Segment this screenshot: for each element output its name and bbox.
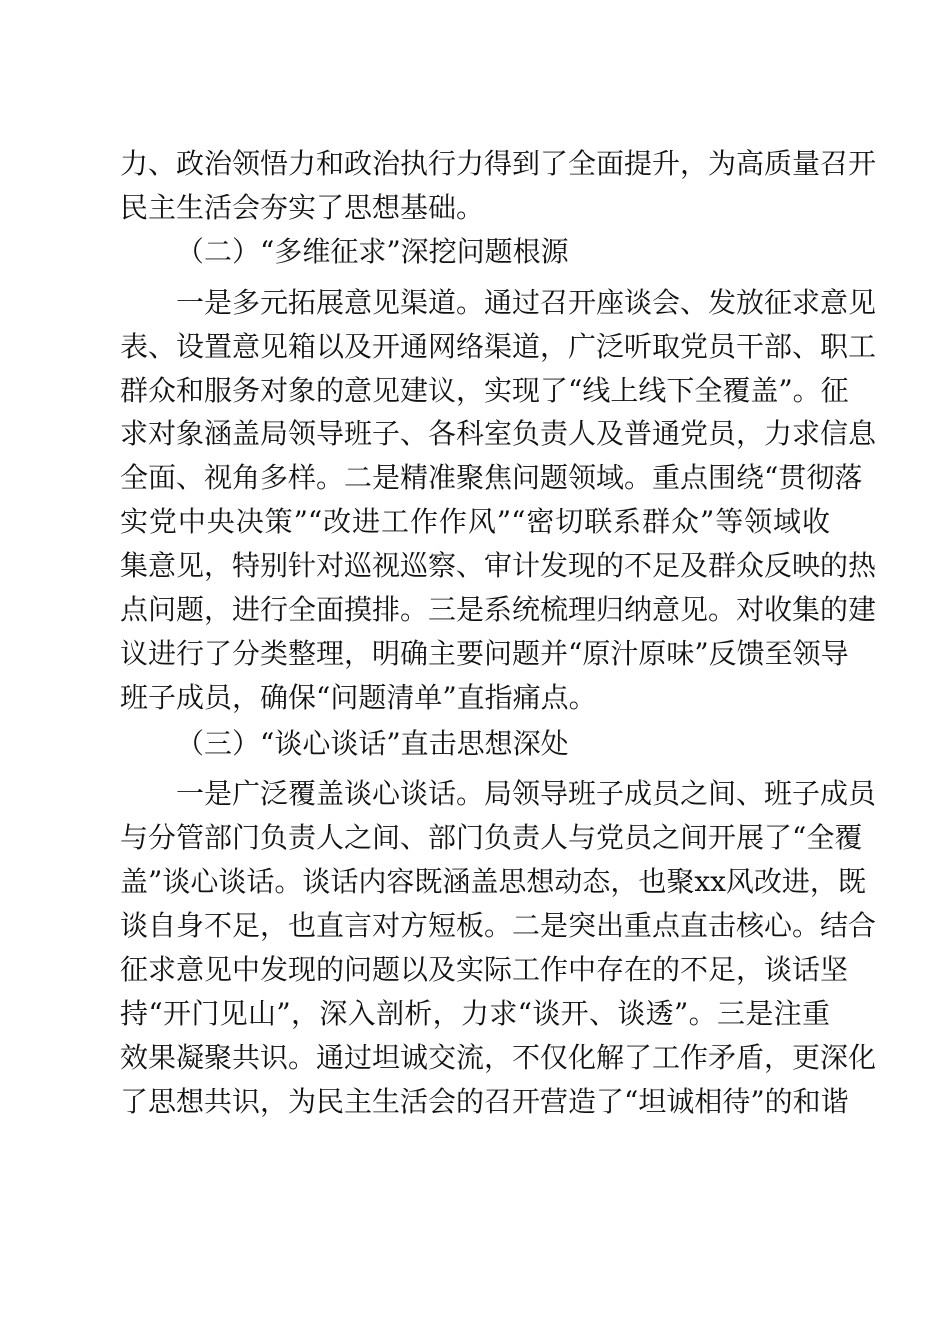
body-line: 谈自身不足，也直言对方短板。二是突出重点直击核心。结合: [120, 909, 877, 942]
body-line: 效果凝聚共识。通过坦诚交流，不仅化解了工作矛盾，更深化: [120, 1041, 877, 1074]
body-line: 群众和服务对象的意见建议，实现了“线上线下全覆盖”。征: [120, 374, 849, 407]
body-line: 集意见，特别针对巡视巡察、审计发现的不足及群众反映的热: [120, 549, 877, 582]
body-line: 力、政治领悟力和政治执行力得到了全面提升，为高质量召开: [120, 147, 877, 180]
body-line: 持“开门见山”，深入剖析，力求“谈开、谈透”。三是注重: [120, 997, 830, 1030]
section-heading-3: （三）“谈心谈话”直击思想深处: [176, 727, 569, 760]
body-line: 点问题，进行全面摸排。三是系统梳理归纳意见。对收集的建: [120, 593, 877, 626]
body-line: 与分管部门负责人之间、部门负责人与党员之间开展了“全覆: [120, 821, 863, 854]
body-line: 征求意见中发现的问题以及实际工作中存在的不足，谈话坚: [120, 953, 849, 986]
body-line: 求对象涵盖局领导班子、各科室负责人及普通党员，力求信息: [120, 417, 877, 450]
body-line: 一是广泛覆盖谈心谈话。局领导班子成员之间、班子成员: [176, 777, 877, 810]
body-line: 班子成员，确保“问题清单”直指痛点。: [120, 681, 597, 714]
body-line: 表、设置意见箱以及开通网络渠道，广泛听取党员干部、职工: [120, 330, 877, 363]
body-line: 实党中央决策”“改进工作作风”“密切联系群众”等领域收: [120, 505, 830, 538]
body-line: 了思想共识，为民主生活会的召开营造了“坦诚相待”的和谐: [120, 1085, 849, 1118]
body-line: 一是多元拓展意见渠道。通过召开座谈会、发放征求意见: [176, 286, 877, 319]
body-line: 盖”谈心谈话。谈话内容既涵盖思想动态，也聚xx风改进，既: [120, 865, 866, 898]
section-heading-2: （二）“多维征求”深挖问题根源: [176, 235, 569, 268]
body-line: 全面、视角多样。二是精准聚焦问题领域。重点围绕“贯彻落: [120, 461, 863, 494]
body-line: 议进行了分类整理，明确主要问题并“原汁原味”反馈至领导: [120, 637, 849, 670]
body-line: 民主生活会夯实了思想基础。: [120, 191, 485, 224]
